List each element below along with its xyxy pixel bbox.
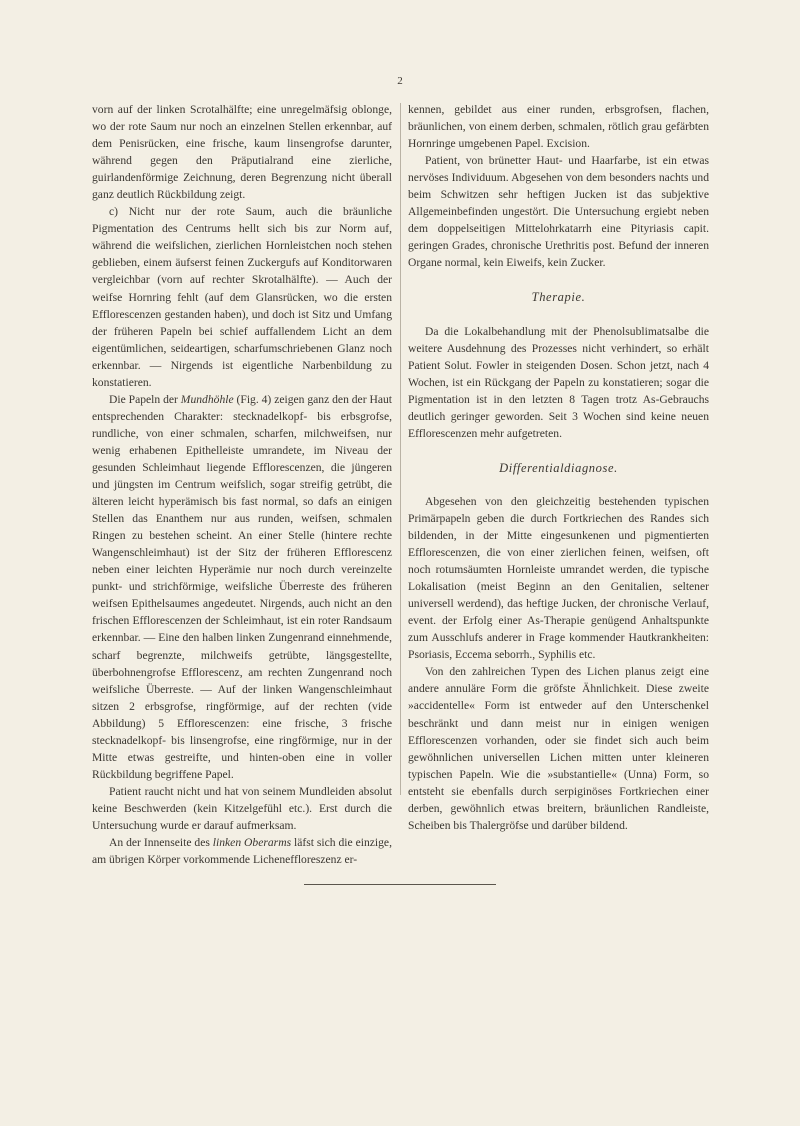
text-run: An der Innenseite des xyxy=(109,836,213,850)
right-column xyxy=(408,101,709,834)
text-run: (Fig. 4) zeigen ganz den der Haut entsprechenden Charakter: stecknadelkopf- bis erbsgrofse, rundliche, von einer schmalen, scharfen, milchweifsen, nur wenig erhabenen Epithelleiste umrandete, im Niveau der gesunden Schleimhaut liegende Efflorescenzen, die jüngeren und jüngsten im Centrum weifslich, sogar streifig getrübt, die älteren leicht hyperämisch bis fast normal, so dafs an einigen Stellen das Enanthem nur aus runden, weifsen, schmalen Ringen zu bestehen scheint. An einer Stelle (hintere rechte Wangenschleimhaut) ist der Sitz der früheren Efflorescenz neben einer leichten Hyperämie nur noch durch vereinzelte punkt- und strichförmige, weifsliche Überreste des früheren weifsen Epithelsaumes angedeutet. Nirgends, auch nicht an den frischen Efflorescenzen der Schleimhaut, ist ein roter Randsaum erkennbar. — Eine den halben linken Zungenrand einnehmende, scharf begrenzte, milchweifs getrübte, längsgestellte, überbohnengrofse Efflorescenz, am rechten Zungenrand noch weifsliche Überreste. — Auf der linken Wangenschleimhaut sitzen 2 erbsgrofse, ringförmige, auf der rechten (vide Abbildung) 5 Efflorescenzen: eine frische, 3 frische stecknadelkopf- bis linsengrofse, eine ringförmige, nur in der Mitte etwas gestreifte, und hinten-oben eine in voller Rückbildung begriffene Papel. xyxy=(92,392,392,781)
emphasis-text: linken Oberarms xyxy=(212,836,292,850)
paragraph xyxy=(92,391,392,783)
paragraph: vorn auf der linken Scrotalhälfte; eine unregelmäfsig oblonge, wo der rote Saum nur noch an einzelnen Stellen erkennbar, auf dem Penisrücken, eine frische, kaum linsengrofse darunter, während gegen den Präputialrand eine zierliche, guirlandenförmige Zeichnung, deren Begrenzung nicht überall ganz deutlich Rückbildung zeigt. xyxy=(92,103,392,202)
emphasis-text: Mundhöhle xyxy=(180,392,234,406)
section-heading: Differentialdiagnose. xyxy=(499,460,618,475)
paragraph: kennen, gebildet aus einer runden, erbsgrofsen, flachen, bräunlichen, von einem derben, schmalen, rötlich grau gefärbten Hornringe umgebenen Papel. Excision. xyxy=(408,103,709,151)
section-heading: Therapie. xyxy=(531,290,586,305)
paragraph: Patient raucht nicht und hat von seinem Mundleiden absolut keine Beschwerden (kein Kitzelgefühl etc.). Erst durch die Untersuchung wurde er darauf aufmerksam. xyxy=(92,784,392,832)
text-run: Die Papeln der xyxy=(109,392,181,406)
footer-rule xyxy=(304,884,496,885)
column-divider xyxy=(400,103,401,795)
page-number: 2 xyxy=(397,75,403,87)
paragraph: c) Nicht nur der rote Saum, auch die bräunliche Pigmentation des Centrums hellt sich bis zur Norm auf, während die weifslichen, zierlichen Hornleistchen noch stehen geblieben, einem äufserst feinen Zuckergufs auf Konditorwaren vergleichbar (vorn auf rechter Skrotalhälfte). — Auch der weifse Hornring fehlt (auf dem Glansrücken, wo die ersten Efflorescenzen gestanden haben), und doch ist Sitz und Umfang der früheren Papeln bei schief auffallendem Licht an dem eigentümlichen, seideartigen, scharfumschriebenen Glanz noch erkennbar. — Nirgends ist eigentliche Narbenbildung zu konstatieren. xyxy=(92,205,392,389)
paragraph: Patient, von brünetter Haut- und Haarfarbe, ist ein etwas nervöses Individuum. Abgesehen von dem besonders nachts und beim Schwitzen sehr heftigen Jucken ist das subjektive Allgemeinbefinden ungestört. Die Untersuchung ergiebt neben dem doppelseitigen Mittelohrkatarrh eine Pityriasis capit. geringen Grades, chronische Urethritis post. Befund der inneren Organe normal, kein Eiweifs, kein Zucker. xyxy=(408,154,709,270)
text-run: läfst sich die einzige, am übrigen Körper vorkommende Licheneffloreszenz er- xyxy=(92,836,392,867)
paragraph: Abgesehen von den gleichzeitig bestehenden typischen Primärpapeln geben die durch Fortkriechen des Randes sich bildenden, in der Mitte eingesunkenen und pigmentierten Efflorescenzen, die von einer zierlichen feinen, weifsen, oft noch rotumsäumten Hornleiste umrandet werden, die typische Lokalisation (meist Beginn an den Genitalien, seltener universell werdend), das heftige Jucken, der chronische Verlauf, event. der Erfolg einer As-Therapie genügend Anhaltspunkte zum Ausschlufs anderer in Frage kommender Hautkrankheiten: Psoriasis, Eccema seborrh., Syphilis etc. xyxy=(408,494,709,662)
left-column xyxy=(92,101,392,868)
paragraph xyxy=(92,834,392,868)
paragraph: Von den zahlreichen Typen des Lichen planus zeigt eine andere annuläre Form die gröfste Ähnlichkeit. Diese zweite »accidentelle« Form ist entweder auf den Unterschenkel beschränkt und dann meist nur in einigen wenigen Efflorescenzen vorhanden, oder sie findet sich auch beim gewöhnlichen universellen Lichen mitten unter kleineren typischen Papeln. Wie die »substantielle« (Unna) Form, so entsteht sie ebenfalls durch serpiginöses Fortkriechen einer derben, gewöhnlich etwas breitern, bräunlichen Randleiste, Scheiben bis Thalergröfse und darüber bildend. xyxy=(408,665,709,832)
paragraph: Da die Lokalbehandlung mit der Phenolsublimatsalbe die weitere Ausdehnung des Prozesses nicht verhindert, so erhält Patient Solut. Fowler in steigenden Dosen. Schon jetzt, nach 4 Wochen, ist ein Rückgang der Papeln zu konstatieren; sogar die Pigmentation ist in den letzten 8 Tagen trotz As-Gebrauchs deutlich geringer geworden. Seit 3 Wochen sind keine neuen Efflorescenzen mehr aufgetreten. xyxy=(408,324,709,440)
